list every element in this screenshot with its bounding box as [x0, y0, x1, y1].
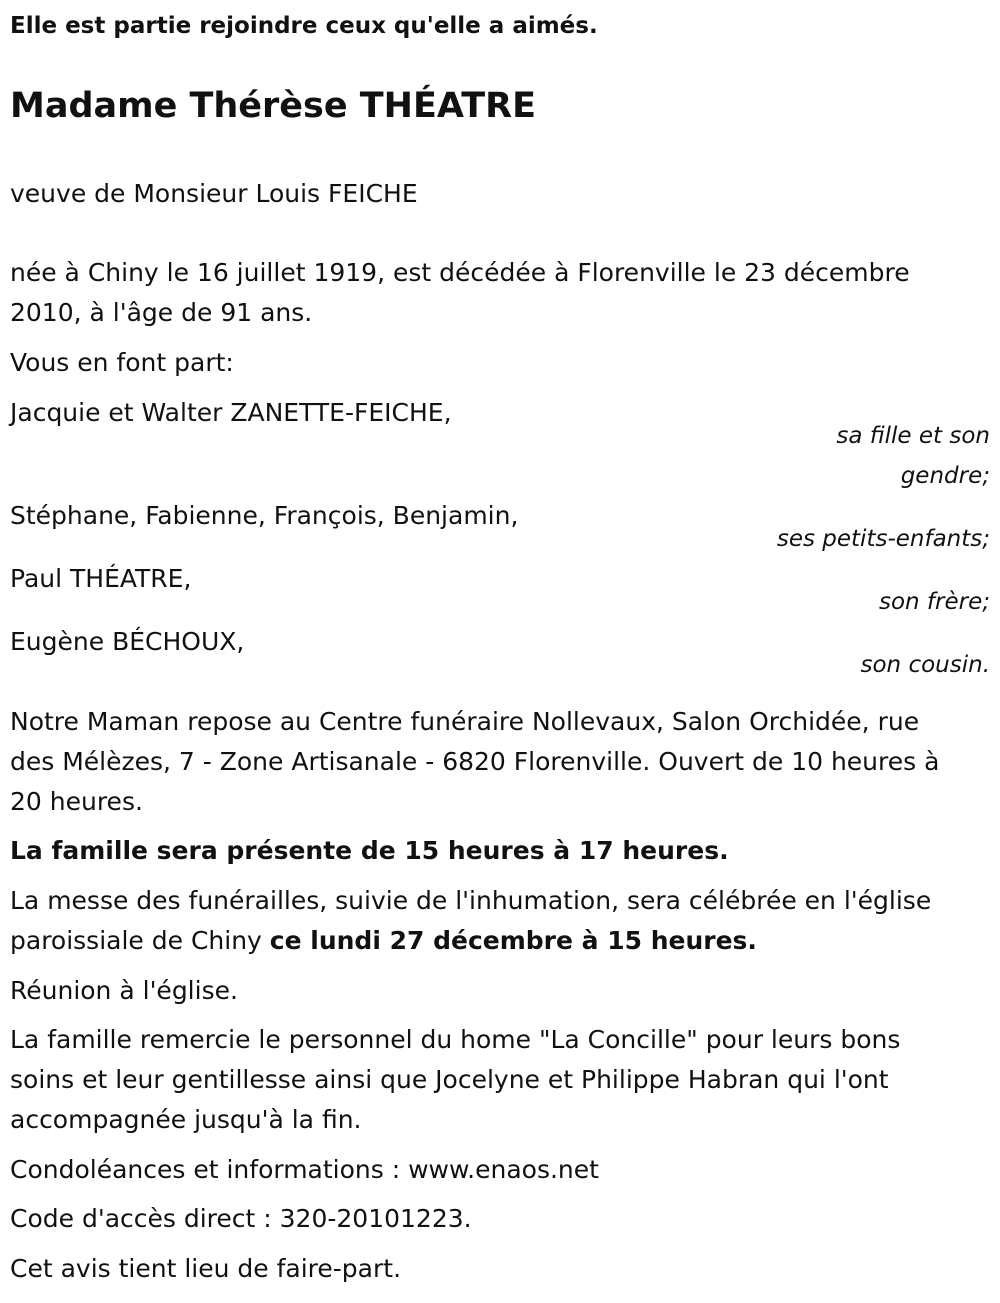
tagline: Elle est partie rejoindre ceux qu'elle a aimés. — [10, 13, 598, 39]
deceased-name: Madame Thérèse THÉATRE — [10, 86, 536, 126]
family-member-names: Stéphane, Fabienne, François, Benjamin, — [10, 501, 519, 530]
funeral-location: paroissiale de Chiny — [10, 926, 270, 955]
widow-of: veuve de Monsieur Louis FEICHE — [10, 179, 418, 208]
family-member-relation: sa fille et son — [836, 423, 990, 449]
notice-footer: Cet avis tient lieu de faire-part. — [10, 1254, 402, 1283]
family-member-relation: gendre; — [900, 463, 990, 489]
meeting-info: Réunion à l'église. — [10, 976, 238, 1005]
rest-info-line-3: 20 heures. — [10, 787, 143, 816]
announce-intro: Vous en font part: — [10, 348, 234, 377]
thanks-line-1: La famille remercie le personnel du home "La Concille" pour leurs bons — [10, 1025, 901, 1054]
family-member-names: Jacquie et Walter ZANETTE-FEICHE, — [10, 398, 452, 427]
family-member-names: Eugène BÉCHOUX, — [10, 627, 245, 656]
thanks-line-2: soins et leur gentillesse ainsi que Jocelyne et Philippe Habran qui l'ont — [10, 1065, 889, 1094]
funeral-date-time: ce lundi 27 décembre à 15 heures. — [269, 926, 757, 955]
funeral-line-2 — [10, 921, 757, 961]
family-member-relation: son frère; — [878, 589, 990, 615]
rest-info-line-1: Notre Maman repose au Centre funéraire Nollevaux, Salon Orchidée, rue — [10, 707, 920, 736]
condolences-info: Condoléances et informations : www.enaos.net — [10, 1155, 599, 1184]
thanks-line-3: accompagnée jusqu'à la fin. — [10, 1105, 362, 1134]
rest-info-line-2: des Mélèzes, 7 - Zone Artisanale - 6820 Florenville. Ouvert de 10 heures à — [10, 747, 940, 776]
funeral-line-1: La messe des funérailles, suivie de l'inhumation, sera célébrée en l'église — [10, 886, 932, 915]
family-member-names: Paul THÉATRE, — [10, 564, 192, 593]
birth-death-line-1: née à Chiny le 16 juillet 1919, est décédée à Florenville le 23 décembre — [10, 258, 910, 287]
birth-death-line-2: 2010, à l'âge de 91 ans. — [10, 298, 313, 327]
access-code: Code d'accès direct : 320-20101223. — [10, 1204, 472, 1233]
family-member-relation: son cousin. — [860, 652, 990, 678]
family-presence: La famille sera présente de 15 heures à 17 heures. — [10, 836, 729, 865]
family-member-relation: ses petits-enfants; — [776, 526, 990, 552]
